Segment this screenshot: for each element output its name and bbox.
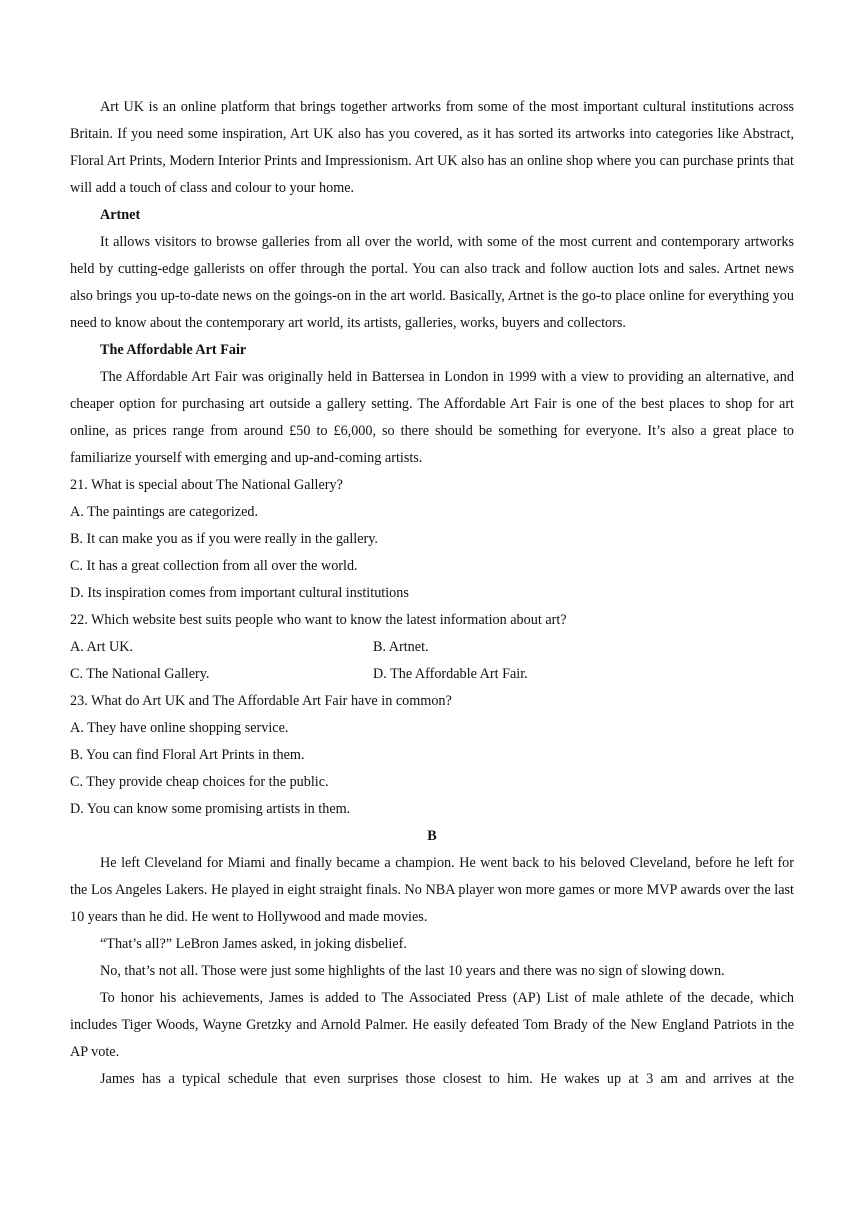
section-b-label: B bbox=[427, 828, 437, 844]
question-22-option-c: C. The National Gallery. bbox=[70, 666, 210, 682]
document-page bbox=[70, 94, 794, 1093]
question-23-option-c: C. They provide cheap choices for the public. bbox=[70, 774, 329, 790]
artnet-heading: Artnet bbox=[100, 207, 141, 223]
passage-b-paragraph-2: “That’s all?” LeBron James asked, in joking disbelief. bbox=[100, 936, 407, 952]
question-21-option-c: C. It has a great collection from all over the world. bbox=[70, 558, 358, 574]
question-22-option-a: A. Art UK. bbox=[70, 639, 134, 655]
question-23-option-a: A. They have online shopping service. bbox=[70, 720, 289, 736]
affordable-art-fair-paragraph: The Affordable Art Fair was originally held in Battersea in London in 1999 with a view to providing an alternative, and cheaper option for purchasing art outside a gallery setting. The Affordable Art Fair is one of the best places to shop for art online, as prices range from around £50 to £6,000, so there should be something for everyone. It’s also a great place to familiarize yourself with emerging and up-and-coming artists. bbox=[70, 369, 794, 466]
question-21-option-b: B. It can make you as if you were really in the gallery. bbox=[70, 531, 378, 547]
art-uk-paragraph: Art UK is an online platform that brings together artworks from some of the most important cultural institutions across Britain. If you need some inspiration, Art UK also has you covered, as it has sorted its artworks into categories like Abstract, Floral Art Prints, Modern Interior Prints and Impressionism. Art UK also has an online shop where you can purchase prints that will add a touch of class and colour to your home. bbox=[70, 99, 794, 196]
passage-b-paragraph-1: He left Cleveland for Miami and finally became a champion. He went back to his beloved Cleveland, before he left for the Los Angeles Lakers. He played in eight straight finals. No NBA player won more games or more MVP awards over the last 10 years than he did. He went to Hollywood and made movies. bbox=[70, 855, 794, 925]
passage-b-paragraph-3: No, that’s not all. Those were just some highlights of the last 10 years and there was no sign of slowing down. bbox=[100, 963, 725, 979]
artnet-paragraph: It allows visitors to browse galleries from all over the world, with some of the most current and contemporary artworks held by cutting-edge gallerists on offer through the portal. You can also track and follow auction lots and sales. Artnet news also brings you up-to-date news on the goings-on in the art world. Basically, Artnet is the go-to place online for everything you need to know about the contemporary art world, its artists, galleries, works, buyers and collectors. bbox=[70, 234, 794, 331]
question-21-option-d: D. Its inspiration comes from important cultural institutions bbox=[70, 585, 409, 601]
affordable-art-fair-heading: The Affordable Art Fair bbox=[100, 342, 247, 358]
passage-b-paragraph-4: To honor his achievements, James is added to The Associated Press (AP) List of male athlete of the decade, which includes Tiger Woods, Wayne Gretzky and Arnold Palmer. He easily defeated Tom Brady of the New England Patriots in the AP vote. bbox=[70, 990, 794, 1060]
question-23-option-d: D. You can know some promising artists in them. bbox=[70, 801, 351, 817]
question-23-stem: 23. What do Art UK and The Affordable Art Fair have in common? bbox=[70, 693, 452, 709]
question-21-stem: 21. What is special about The National Gallery? bbox=[70, 477, 343, 493]
question-21-option-a: A. The paintings are categorized. bbox=[70, 504, 259, 520]
question-22-options-row-1 bbox=[70, 634, 794, 661]
question-22-option-b: B. Artnet. bbox=[373, 639, 429, 655]
question-22-options-row-2 bbox=[70, 661, 794, 688]
question-22-option-d: D. The Affordable Art Fair. bbox=[373, 666, 528, 682]
question-22-stem: 22. Which website best suits people who want to know the latest information about art? bbox=[70, 612, 567, 628]
question-23-option-b: B. You can find Floral Art Prints in them. bbox=[70, 747, 305, 763]
passage-b-paragraph-5: James has a typical schedule that even surprises those closest to him. He wakes up at 3 am and arrives at the bbox=[100, 1071, 794, 1087]
